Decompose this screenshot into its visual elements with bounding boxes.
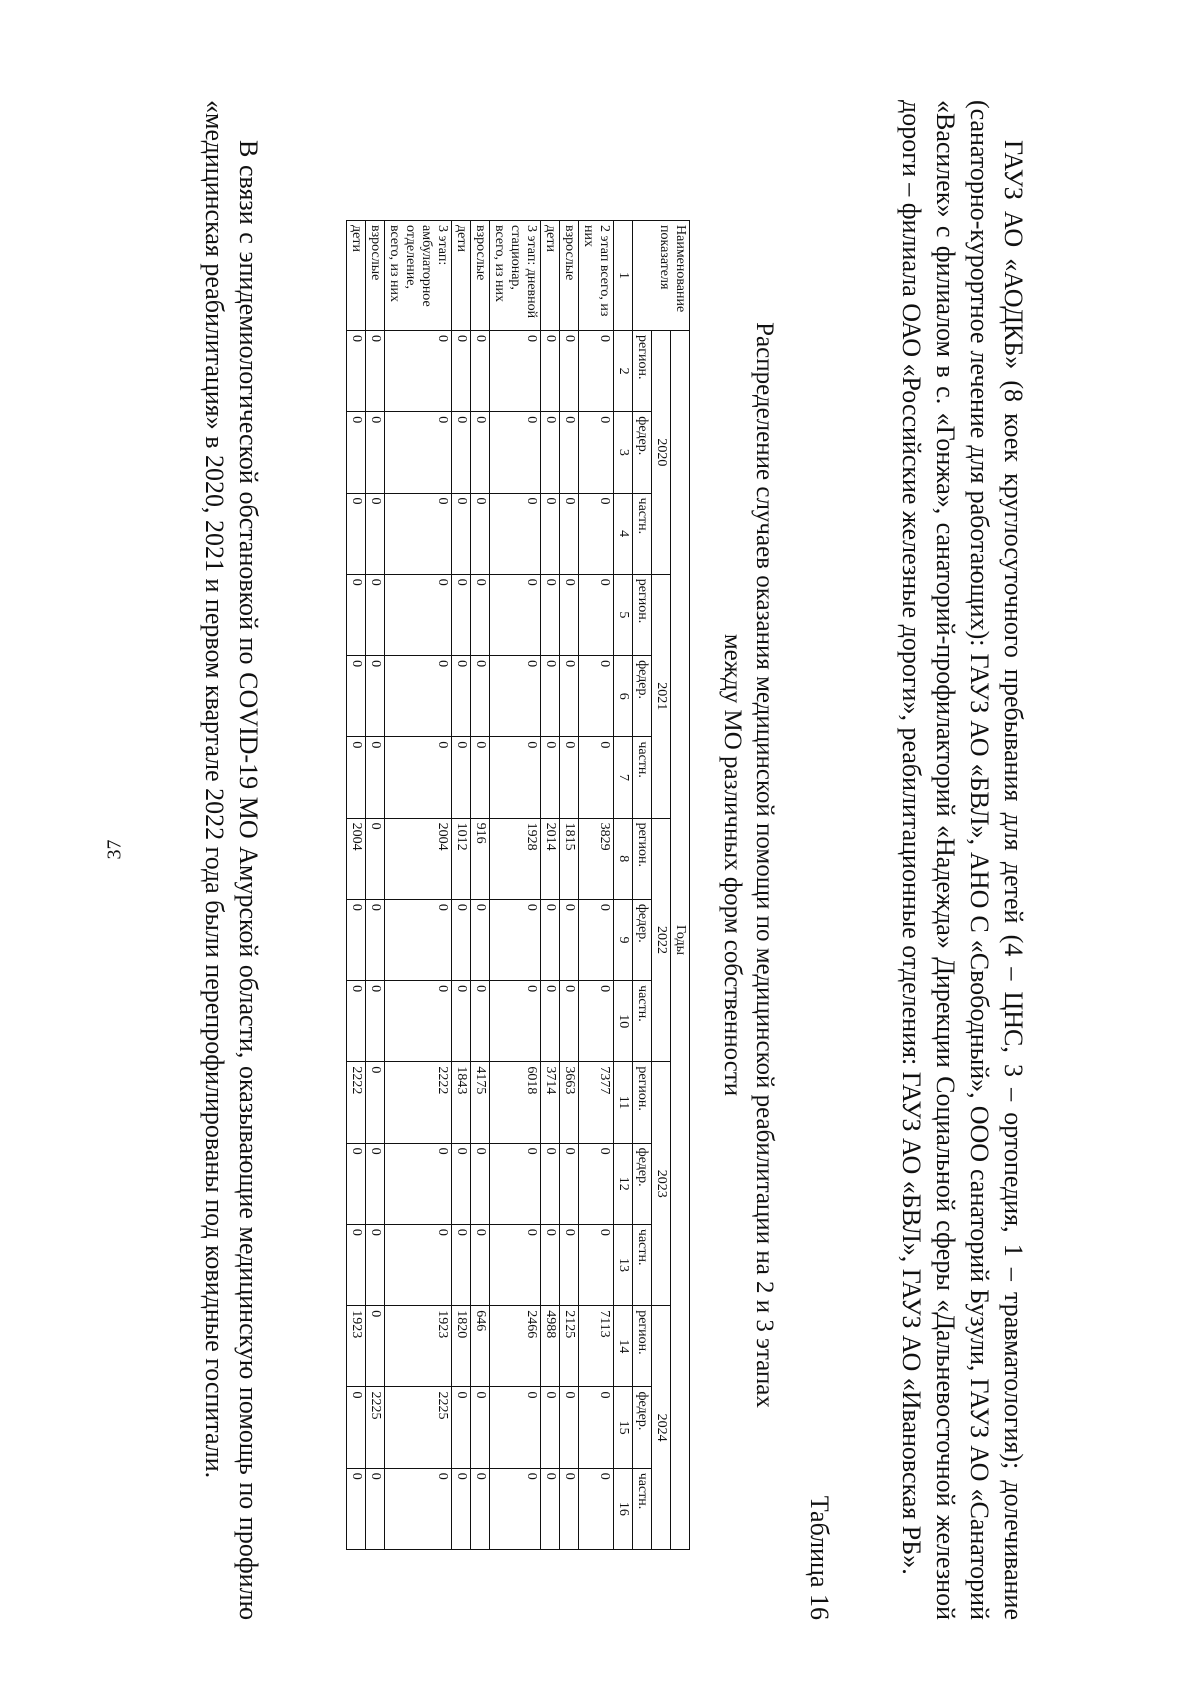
ownership-header-cell: регион. [633,818,652,899]
value-cell: 0 [490,737,541,818]
ownership-header-cell: частн. [633,737,652,818]
column-number-cell: 13 [614,1224,633,1305]
value-cell: 0 [347,1387,366,1468]
value-cell: 1923 [347,1306,366,1387]
header-row-column-numbers [614,221,633,1550]
row-label-cell: дети [452,221,471,331]
value-cell: 0 [366,331,385,412]
value-cell: 0 [471,412,490,493]
row-label-cell: 3 этап: дневной стационар, всего, из них [490,221,541,331]
value-cell: 0 [579,981,614,1062]
value-cell: 0 [560,1468,579,1549]
value-cell: 0 [541,981,560,1062]
value-cell: 2225 [385,1387,452,1468]
table-caption: Таблица 16 [805,1495,834,1620]
year-header-cell: 2022 [652,818,671,1062]
header-row-years [652,221,671,1550]
value-cell: 0 [366,899,385,980]
value-cell: 0 [560,737,579,818]
value-cell: 0 [579,412,614,493]
ownership-header-cell: федер. [633,1387,652,1468]
column-number-cell: 7 [614,737,633,818]
value-cell: 0 [560,656,579,737]
value-cell: 2466 [490,1306,541,1387]
rehabilitation-table [346,220,690,1550]
value-cell: 0 [471,1224,490,1305]
table-title-line-2: между МО различных форм собственности [719,633,746,1097]
value-cell: 0 [490,574,541,655]
table-row [490,221,541,1550]
value-cell: 0 [366,1062,385,1143]
value-cell: 0 [560,331,579,412]
column-number-cell: 10 [614,981,633,1062]
ownership-header-cell: частн. [633,493,652,574]
value-cell: 0 [541,1143,560,1224]
value-cell: 0 [347,574,366,655]
value-cell: 0 [579,899,614,980]
value-cell: 0 [452,412,471,493]
value-cell: 0 [452,899,471,980]
value-cell: 0 [579,1468,614,1549]
table-row [452,221,471,1550]
row-label-cell: дети [541,221,560,331]
value-cell: 0 [560,1387,579,1468]
column-number-cell: 9 [614,899,633,980]
column-number-cell: 15 [614,1387,633,1468]
value-cell: 0 [452,331,471,412]
value-cell: 2222 [347,1062,366,1143]
column-number-cell: 14 [614,1306,633,1387]
value-cell: 0 [347,331,366,412]
value-cell: 0 [347,493,366,574]
years-header-cell: Годы [671,331,690,1550]
value-cell: 2004 [385,818,452,899]
value-cell: 0 [471,1468,490,1549]
value-cell: 0 [452,1143,471,1224]
value-cell: 3829 [579,818,614,899]
column-number-cell: 4 [614,493,633,574]
value-cell: 0 [366,493,385,574]
value-cell: 0 [347,1143,366,1224]
value-cell: 2222 [385,1062,452,1143]
ownership-header-cell: частн. [633,1468,652,1549]
ownership-header-cell: федер. [633,656,652,737]
value-cell: 0 [385,1468,452,1549]
ownership-header-cell: федер. [633,899,652,980]
value-cell: 0 [366,1468,385,1549]
value-cell: 0 [385,737,452,818]
ownership-header-cell: федер. [633,412,652,493]
name-header-cell: Наименование показателя [633,221,690,331]
value-cell: 0 [385,656,452,737]
value-cell: 0 [366,412,385,493]
value-cell: 0 [490,899,541,980]
value-cell: 0 [579,331,614,412]
value-cell: 2004 [347,818,366,899]
value-cell: 7377 [579,1062,614,1143]
value-cell: 0 [385,331,452,412]
value-cell: 0 [490,981,541,1062]
value-cell: 0 [452,737,471,818]
value-cell: 0 [347,981,366,1062]
column-number-cell: 16 [614,1468,633,1549]
value-cell: 0 [347,656,366,737]
table-header [614,221,690,1550]
value-cell: 0 [385,574,452,655]
value-cell: 0 [490,1143,541,1224]
ownership-header-cell: регион. [633,1306,652,1387]
ownership-header-cell: регион. [633,1062,652,1143]
value-cell: 3714 [541,1062,560,1143]
year-header-cell: 2021 [652,574,671,818]
year-header-cell: 2020 [652,331,671,575]
value-cell: 0 [366,737,385,818]
value-cell: 0 [579,493,614,574]
value-cell: 0 [579,1387,614,1468]
value-cell: 0 [490,493,541,574]
value-cell: 0 [471,737,490,818]
value-cell: 0 [541,899,560,980]
column-number-cell: 6 [614,656,633,737]
table-row [366,221,385,1550]
row-label-cell: взрослые [471,221,490,331]
value-cell: 0 [385,899,452,980]
value-cell: 1928 [490,818,541,899]
value-cell: 0 [385,412,452,493]
page-number: 37 [103,839,126,860]
value-cell: 0 [490,412,541,493]
value-cell: 0 [452,493,471,574]
column-number-cell: 5 [614,574,633,655]
value-cell: 0 [347,412,366,493]
value-cell: 0 [452,1224,471,1305]
column-number-cell: 12 [614,1143,633,1224]
row-label-cell: дети [347,221,366,331]
value-cell: 3663 [560,1062,579,1143]
value-cell: 6018 [490,1062,541,1143]
value-cell: 2125 [560,1306,579,1387]
value-cell: 0 [385,1143,452,1224]
value-cell: 0 [579,1143,614,1224]
value-cell: 0 [560,574,579,655]
row-label-cell: 2 этап всего, из них [579,221,614,331]
column-number-cell: 2 [614,331,633,412]
year-header-cell: 2023 [652,1062,671,1306]
value-cell: 0 [560,1143,579,1224]
value-cell: 2014 [541,818,560,899]
value-cell: 1923 [385,1306,452,1387]
value-cell: 0 [366,818,385,899]
header-row-group [671,221,690,1550]
value-cell: 0 [541,656,560,737]
value-cell: 0 [385,1224,452,1305]
value-cell: 0 [541,574,560,655]
column-number-cell: 1 [614,221,633,331]
table-row [471,221,490,1550]
value-cell: 0 [471,331,490,412]
value-cell: 0 [385,981,452,1062]
value-cell: 0 [560,981,579,1062]
value-cell: 0 [471,899,490,980]
table-row [560,221,579,1550]
value-cell: 0 [366,1306,385,1387]
value-cell: 0 [490,1468,541,1549]
value-cell: 0 [579,656,614,737]
value-cell: 1843 [452,1062,471,1143]
value-cell: 2225 [366,1387,385,1468]
row-label-cell: взрослые [560,221,579,331]
value-cell: 0 [471,493,490,574]
value-cell: 0 [366,1143,385,1224]
value-cell: 0 [490,656,541,737]
value-cell: 0 [579,574,614,655]
value-cell: 0 [560,1224,579,1305]
value-cell: 0 [347,899,366,980]
value-cell: 0 [560,899,579,980]
rotated-page-content [170,100,1030,1630]
value-cell: 0 [366,574,385,655]
ownership-header-cell: регион. [633,331,652,412]
value-cell: 0 [541,1224,560,1305]
ownership-header-cell: регион. [633,574,652,655]
value-cell: 0 [541,493,560,574]
value-cell: 1820 [452,1306,471,1387]
value-cell: 1012 [452,818,471,899]
row-label-cell: 3 этап: амбулаторное отделение, всего, из них [385,221,452,331]
value-cell: 0 [579,737,614,818]
value-cell: 0 [560,412,579,493]
row-label-cell: взрослые [366,221,385,331]
header-row-ownership [633,221,652,1550]
value-cell: 0 [347,1224,366,1305]
value-cell: 0 [366,1224,385,1305]
ownership-header-cell: частн. [633,1224,652,1305]
value-cell: 4988 [541,1306,560,1387]
value-cell: 4175 [471,1062,490,1143]
value-cell: 0 [541,1387,560,1468]
value-cell: 0 [471,981,490,1062]
table-row [579,221,614,1550]
value-cell: 0 [471,1387,490,1468]
column-number-cell: 8 [614,818,633,899]
value-cell: 7113 [579,1306,614,1387]
value-cell: 0 [452,574,471,655]
column-number-cell: 11 [614,1062,633,1143]
intro-paragraph: ГАУЗ АО «АОДКБ» (8 коек круглосуточного пребывания для детей (4 – ЦНС, 3 – ортопедия, 1 – травматология); долечивание (санаторно-курортное лечение для работающих): ГАУЗ АО «БВЛ», АНО С «Свободный», ООО санаторий Бузули, ГАУЗ АО «Санаторий «Василек» с филиалом в с. «Гонжа», санаторий-профилакторий «Надежда» Дирекции Социальной сферы «Дальневосточной железной дороги – филиала ОАО «Российские железные дороги», реабилитационные отделения: ГАУЗ АО «БВЛ», ГАУЗ АО «Ивановская РБ». [897,100,1028,1620]
value-cell: 0 [347,737,366,818]
data-table-wrapper [346,220,690,1550]
table-title-line-1: Распределение случаев оказания медицинской помощи по медицинской реабилитации на 2 и 3 этапах [751,322,778,1408]
value-cell: 0 [541,1468,560,1549]
value-cell: 0 [471,1143,490,1224]
value-cell: 0 [541,737,560,818]
value-cell: 0 [541,331,560,412]
table-body [347,221,614,1550]
value-cell: 0 [490,1387,541,1468]
ownership-header-cell: частн. [633,981,652,1062]
value-cell: 0 [366,656,385,737]
value-cell: 0 [452,1387,471,1468]
value-cell: 0 [490,1224,541,1305]
value-cell: 1815 [560,818,579,899]
table-title [716,100,780,1630]
value-cell: 0 [452,981,471,1062]
year-header-cell: 2024 [652,1306,671,1550]
value-cell: 0 [471,656,490,737]
value-cell: 0 [560,493,579,574]
value-cell: 0 [347,1468,366,1549]
value-cell: 0 [385,493,452,574]
value-cell: 0 [452,656,471,737]
value-cell: 916 [471,818,490,899]
value-cell: 0 [490,331,541,412]
value-cell: 0 [471,574,490,655]
value-cell: 0 [579,1224,614,1305]
column-number-cell: 3 [614,412,633,493]
ownership-header-cell: федер. [633,1143,652,1224]
table-row [347,221,366,1550]
value-cell: 0 [366,981,385,1062]
value-cell: 646 [471,1306,490,1387]
outro-paragraph: В связи с эпидемиологической обстановкой по COVID-19 МО Амурской области, оказывающие медицинскую помощь по профилю «медицинская реабилитация» в 2020, 2021 и первом квартале 2022 года были перепрофилированы под ковидные госпитали. [200,100,263,1620]
value-cell: 0 [452,1468,471,1549]
table-row [541,221,560,1550]
value-cell: 0 [541,412,560,493]
table-row [385,221,452,1550]
